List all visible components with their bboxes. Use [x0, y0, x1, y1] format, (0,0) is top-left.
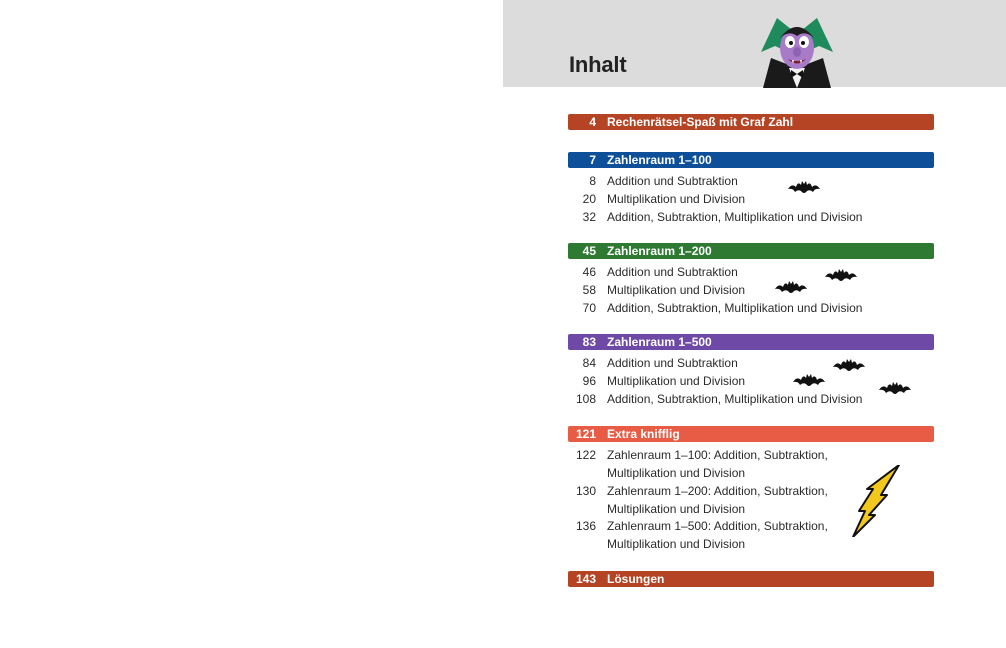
section-title: Lösungen	[607, 572, 665, 586]
entry-page-number: 122	[575, 448, 596, 462]
bat-icon	[793, 372, 825, 388]
entry-page-number: 32	[582, 210, 596, 224]
entry-title: Multiplikation und Division	[607, 192, 746, 206]
entry-title: Addition und Subtraktion	[607, 356, 738, 370]
section-bar[interactable]	[568, 243, 934, 259]
entry-page-number: 20	[582, 192, 596, 206]
section-page-number: 143	[575, 572, 596, 586]
section-title: Extra knifflig	[607, 427, 680, 441]
section-bar[interactable]	[568, 426, 934, 442]
entry-page-number: 84	[582, 356, 596, 370]
section-title: Zahlenraum 1–500	[607, 335, 712, 349]
entry-page-number: 8	[589, 174, 596, 188]
bat-icon	[775, 279, 807, 295]
section-page-number: 121	[575, 427, 596, 441]
page-title: Inhalt	[569, 52, 627, 77]
count-von-count-icon	[757, 12, 837, 88]
bat-icon	[788, 179, 820, 195]
entry-title: Addition, Subtraktion, Multiplikation und Division	[607, 210, 863, 224]
section-page-number: 83	[582, 335, 596, 349]
entry-title: Zahlenraum 1–500: Addition, Subtraktion, Multiplikation und Division	[607, 519, 828, 551]
section-bar[interactable]	[568, 114, 934, 130]
entry-page-number: 108	[575, 392, 596, 406]
header-band	[503, 0, 1006, 87]
entry-title: Addition, Subtraktion, Multiplikation und Division	[607, 392, 863, 406]
entry-page-number: 130	[575, 484, 596, 498]
section-title: Zahlenraum 1–100	[607, 153, 712, 167]
entry-page-number: 70	[582, 301, 596, 315]
entry-title: Addition und Subtraktion	[607, 265, 738, 279]
section-title: Zahlenraum 1–200	[607, 244, 712, 258]
entry-title: Addition und Subtraktion	[607, 174, 738, 188]
section-bar[interactable]	[568, 571, 934, 587]
toc-page	[503, 0, 1006, 648]
section-title: Rechenrätsel-Spaß mit Graf Zahl	[607, 115, 794, 129]
entry-title: Multiplikation und Division	[607, 374, 746, 388]
section-page-number: 7	[589, 153, 596, 167]
entry-page-number: 96	[582, 374, 596, 388]
section-page-number: 45	[582, 244, 596, 258]
section-page-number: 4	[589, 115, 596, 129]
entry-title: Multiplikation und Division	[607, 283, 746, 297]
entry-page-number: 136	[575, 519, 596, 533]
bat-icon	[825, 267, 857, 283]
bat-icon	[879, 380, 911, 396]
section-bar[interactable]	[568, 334, 934, 350]
entry-title: Zahlenraum 1–200: Addition, Subtraktion, Multiplikation und Division	[607, 484, 828, 516]
section-bar[interactable]	[568, 152, 934, 168]
entry-title: Zahlenraum 1–100: Addition, Subtraktion, Multiplikation und Division	[607, 448, 828, 480]
lightning-bolt-icon	[851, 465, 901, 537]
entry-title: Addition, Subtraktion, Multiplikation und Division	[607, 301, 863, 315]
entry-page-number: 58	[582, 283, 596, 297]
entry-page-number: 46	[582, 265, 596, 279]
bat-icon	[833, 357, 865, 373]
